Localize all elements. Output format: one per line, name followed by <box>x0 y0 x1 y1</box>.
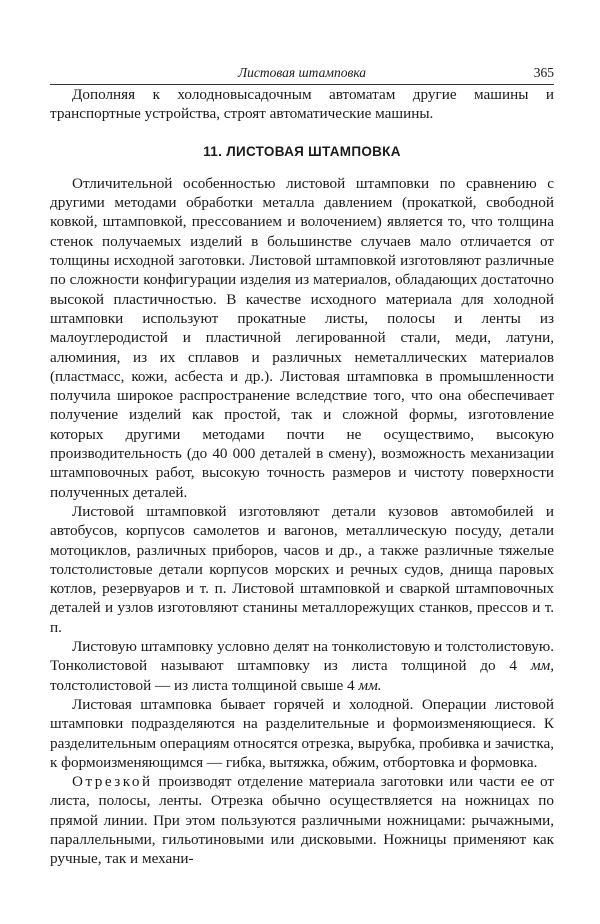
paragraph-5 <box>50 772 554 868</box>
term-otrezka: Отрезкой <box>72 773 153 791</box>
unit-mm-1: мм, <box>530 657 554 675</box>
paragraph-3-part-b: толстолистовой — из листа толщиной свыше 4 <box>50 676 359 694</box>
section-title: 11. ЛИСТОВАЯ ШТАМПОВКА <box>203 143 401 159</box>
paragraph-3 <box>50 637 554 695</box>
running-header <box>50 62 554 85</box>
page-body <box>50 85 554 869</box>
paragraph-5-rest: производят отделение материала заготовки или части ее от листа, полосы, ленты. Отрезка обычно осуществляется на ножницах по прямой линии. При этом пользуются различными ножницами: рычажными, параллельными, гильотиновыми или дисковыми. Ножницы применяют как ручные, так и механи- <box>50 773 554 868</box>
paragraph-3-part-a: Листовую штамповку условно делят на тонколистовую и толстолистовую. Тонколистовой называют штамповку из листа толщиной до 4 <box>50 638 554 675</box>
page-number: 365 <box>533 65 554 80</box>
paragraph-4: Листовая штамповка бывает горячей и холодной. Операции листовой штамповки подразделяются на разделительные и формоизменяющиеся. К разделительным операциям относятся отрезка, вырубка, пробивка и зачистка, к формоизменяющимся — гибка, вытяжка, обжим, отбортовка и формовка. <box>50 695 555 771</box>
paragraph-1: Отличительной особенностью листовой штамповки по сравнению с другими методами обработки металла давлением (прокаткой, свободной ковкой, штамповкой, прессованием и волочением) является то, что толщина стенок получаемых изделий в большинстве случаев мало отличается от толщины исходной заготовки. Листовой штамповкой изготовляют различные по сложности конфигурации изделия из материалов, обладающих достаточно высокой пластичностью. В качестве исходного материала для холодной штамповки используют прокатные листы, полосы и ленты из малоуглеродистой и пластичной легированной стали, меди, латуни, алюминия, из их сплавов и различных неметаллических материалов (пластмасс, кожи, асбеста и др.). Листовая штамповка в промышленности получила широкое распространение вследствие того, что она обеспечивает получение изделий как простой, так и сложной формы, изготовление которых другими методами почти не осуществимо, высокую производительность (до 40 000 деталей в смену), возможность механизации штамповочных работ, высокую точность размеров и чистоту поверхности полученных деталей. <box>50 174 554 501</box>
intro-paragraph: Дополняя к холодновысадочным автоматам другие машины и транспортные устройства, строят автоматические машины. <box>50 86 554 123</box>
paragraph-2: Листовой штамповкой изготовляют детали кузовов автомобилей и автобусов, корпусов самолетов и вагонов, металлическую посуду, детали мотоциклов, различных приборов, часов и др., а также различные тяжелые толстолистовые детали корпусов морских и речных судов, днища паровых котлов, резервуаров и т. п. Листовой штамповкой и сваркой штамповочных деталей и узлов изготовляют станины металлорежущих станков, прессов и т. п. <box>50 502 554 636</box>
unit-mm-2: мм. <box>358 676 382 694</box>
running-title: Листовая штамповка <box>237 65 367 80</box>
book-page <box>50 62 554 869</box>
